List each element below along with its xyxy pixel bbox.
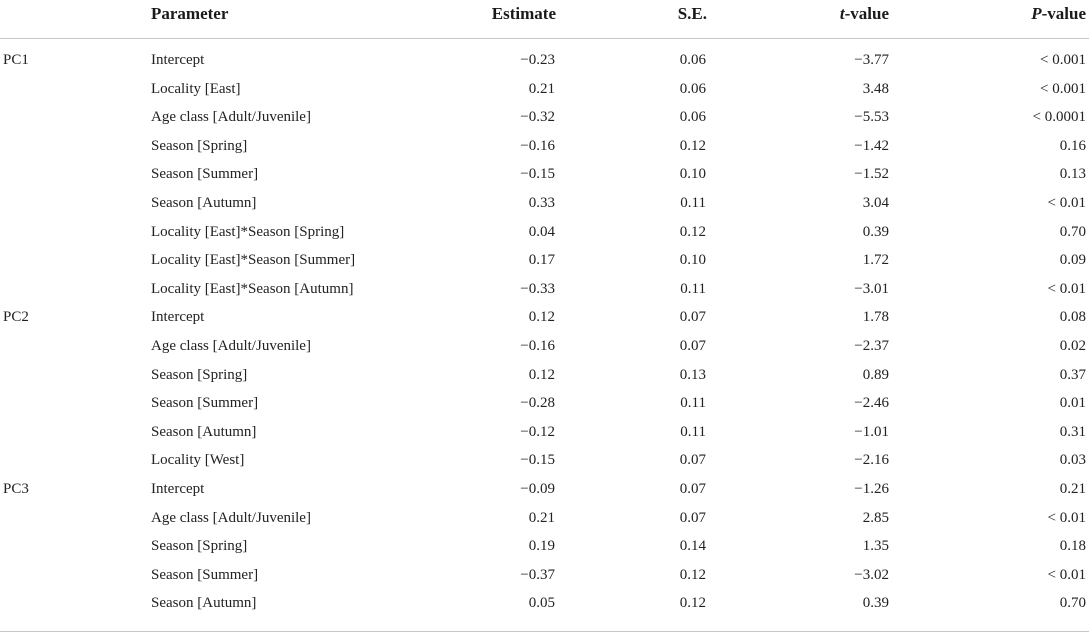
row-group-label: PC1	[3, 52, 29, 68]
row-p-value: 0.31	[1059, 423, 1086, 440]
row-parameter: Season [Spring]	[151, 366, 248, 383]
row-parameter: Season [Autumn]	[151, 194, 257, 211]
row-p-value: 0.13	[1059, 166, 1086, 183]
bottom-rule	[0, 631, 1089, 632]
header-parameter: Parameter	[151, 4, 229, 23]
row-p-value: < 0.0001	[1032, 109, 1086, 126]
row-t-value: 1.78	[862, 309, 889, 326]
row-t-value: 1.35	[862, 538, 889, 555]
row-estimate: 0.19	[528, 538, 555, 555]
header-p-italic: P	[1031, 4, 1042, 23]
row-parameter: Season [Autumn]	[151, 595, 257, 612]
row-estimate: 0.05	[528, 595, 555, 612]
row-p-value: 0.18	[1059, 538, 1086, 555]
row-parameter: Age class [Adult/Juvenile]	[151, 509, 311, 526]
row-p-value: 0.16	[1059, 137, 1086, 154]
table-row	[0, 77, 1089, 106]
row-se: 0.07	[679, 337, 706, 354]
row-group-label: PC2	[3, 309, 29, 326]
row-estimate: −0.33	[520, 280, 555, 297]
row-t-value: 1.72	[862, 252, 889, 269]
row-estimate: 0.04	[528, 223, 555, 240]
table-row	[0, 220, 1089, 249]
row-estimate: −0.28	[520, 395, 555, 412]
row-se: 0.12	[679, 595, 706, 612]
row-t-value: −1.52	[854, 166, 889, 183]
row-parameter: Intercept	[151, 52, 205, 68]
row-se: 0.10	[679, 166, 706, 183]
header-p-rest: -value	[1041, 4, 1086, 23]
header-se: S.E.	[677, 4, 707, 23]
row-parameter: Locality [East]	[151, 80, 241, 97]
row-se: 0.07	[679, 309, 706, 326]
row-se: 0.12	[679, 566, 706, 583]
row-se: 0.11	[680, 395, 706, 412]
row-t-value: 0.89	[862, 366, 889, 383]
row-se: 0.10	[679, 252, 706, 269]
row-t-value: −1.26	[854, 480, 889, 497]
table-row	[0, 534, 1089, 563]
table-row	[0, 334, 1089, 363]
row-parameter: Age class [Adult/Juvenile]	[151, 337, 311, 354]
row-se: 0.06	[679, 109, 706, 126]
table-row	[0, 391, 1089, 420]
header-t-rest: -value	[844, 4, 889, 23]
row-parameter: Season [Summer]	[151, 166, 259, 183]
row-t-value: 3.04	[862, 194, 889, 211]
row-t-value: −2.37	[854, 337, 889, 354]
table-row	[0, 506, 1089, 535]
row-estimate: 0.21	[528, 80, 555, 97]
row-parameter: Season [Spring]	[151, 538, 248, 555]
row-se: 0.07	[679, 509, 706, 526]
row-se: 0.11	[680, 280, 706, 297]
table-row	[0, 105, 1089, 134]
row-p-value: < 0.01	[1047, 194, 1086, 211]
row-t-value: −5.53	[854, 109, 889, 126]
row-p-value: 0.08	[1059, 309, 1086, 326]
row-p-value: 0.70	[1059, 595, 1086, 612]
row-p-value: < 0.01	[1047, 280, 1086, 297]
top-rule	[0, 38, 1089, 39]
header-t-value	[840, 4, 889, 24]
row-t-value: −3.02	[854, 566, 889, 583]
row-parameter: Season [Summer]	[151, 395, 259, 412]
table-row	[0, 448, 1089, 477]
table-row	[0, 277, 1089, 306]
row-estimate: −0.15	[520, 166, 555, 183]
row-estimate: 0.12	[528, 366, 555, 383]
row-estimate: −0.23	[520, 52, 555, 68]
table-row	[0, 248, 1089, 277]
row-p-value: 0.70	[1059, 223, 1086, 240]
row-estimate: −0.09	[520, 480, 555, 497]
row-t-value: −3.01	[854, 280, 889, 297]
row-estimate: −0.16	[520, 337, 555, 354]
row-estimate: −0.16	[520, 137, 555, 154]
row-parameter: Age class [Adult/Juvenile]	[151, 109, 311, 126]
row-p-value: 0.37	[1059, 366, 1086, 383]
table-row	[0, 191, 1089, 220]
row-t-value: 3.48	[862, 80, 889, 97]
row-estimate: 0.33	[528, 194, 555, 211]
row-p-value: 0.02	[1059, 337, 1086, 354]
row-parameter: Season [Summer]	[151, 566, 259, 583]
row-parameter: Intercept	[151, 309, 205, 326]
row-t-value: 2.85	[862, 509, 889, 526]
row-p-value: 0.03	[1059, 452, 1086, 469]
row-estimate: −0.32	[520, 109, 555, 126]
row-t-value: −2.46	[854, 395, 889, 412]
row-t-value: 0.39	[862, 595, 889, 612]
row-t-value: −2.16	[854, 452, 889, 469]
row-parameter: Intercept	[151, 480, 205, 497]
table-row	[0, 305, 1089, 334]
row-p-value: 0.21	[1059, 480, 1086, 497]
header-t-italic: t	[839, 4, 845, 23]
row-parameter: Season [Spring]	[151, 137, 248, 154]
row-t-value: 0.39	[862, 223, 889, 240]
row-se: 0.13	[679, 366, 706, 383]
table-row	[0, 591, 1089, 620]
row-p-value: 0.01	[1059, 395, 1086, 412]
row-se: 0.11	[680, 423, 706, 440]
row-se: 0.06	[679, 80, 706, 97]
row-se: 0.11	[680, 194, 706, 211]
row-parameter: Locality [East]*Season [Summer]	[151, 252, 356, 269]
row-p-value: 0.09	[1059, 252, 1086, 269]
row-p-value: < 0.01	[1047, 566, 1086, 583]
row-se: 0.14	[679, 538, 706, 555]
table-body	[0, 48, 1089, 620]
row-se: 0.12	[679, 137, 706, 154]
row-t-value: −1.01	[854, 423, 889, 440]
row-p-value: < 0.001	[1040, 80, 1086, 97]
row-se: 0.06	[679, 52, 706, 68]
row-parameter: Season [Autumn]	[151, 423, 257, 440]
row-estimate: 0.12	[528, 309, 555, 326]
row-group-label: PC3	[3, 480, 29, 497]
table-row	[0, 563, 1089, 592]
row-parameter: Locality [East]*Season [Spring]	[151, 223, 345, 240]
row-p-value: < 0.01	[1047, 509, 1086, 526]
header-estimate: Estimate	[491, 4, 556, 23]
row-parameter: Locality [East]*Season [Autumn]	[151, 280, 354, 297]
table-row	[0, 363, 1089, 392]
header-p-value	[1031, 4, 1086, 24]
table-header	[0, 0, 1089, 30]
row-estimate: 0.17	[528, 252, 555, 269]
row-estimate: −0.37	[520, 566, 555, 583]
row-se: 0.07	[679, 480, 706, 497]
row-estimate: 0.21	[528, 509, 555, 526]
table-row	[0, 162, 1089, 191]
table-row	[0, 48, 1089, 77]
row-p-value: < 0.001	[1040, 52, 1086, 68]
row-parameter: Locality [West]	[151, 452, 245, 469]
row-t-value: −1.42	[854, 137, 889, 154]
row-se: 0.12	[679, 223, 706, 240]
table-row	[0, 477, 1089, 506]
row-estimate: −0.15	[520, 452, 555, 469]
row-t-value: −3.77	[854, 52, 889, 68]
row-se: 0.07	[679, 452, 706, 469]
table-row	[0, 134, 1089, 163]
row-estimate: −0.12	[520, 423, 555, 440]
table-row	[0, 420, 1089, 449]
